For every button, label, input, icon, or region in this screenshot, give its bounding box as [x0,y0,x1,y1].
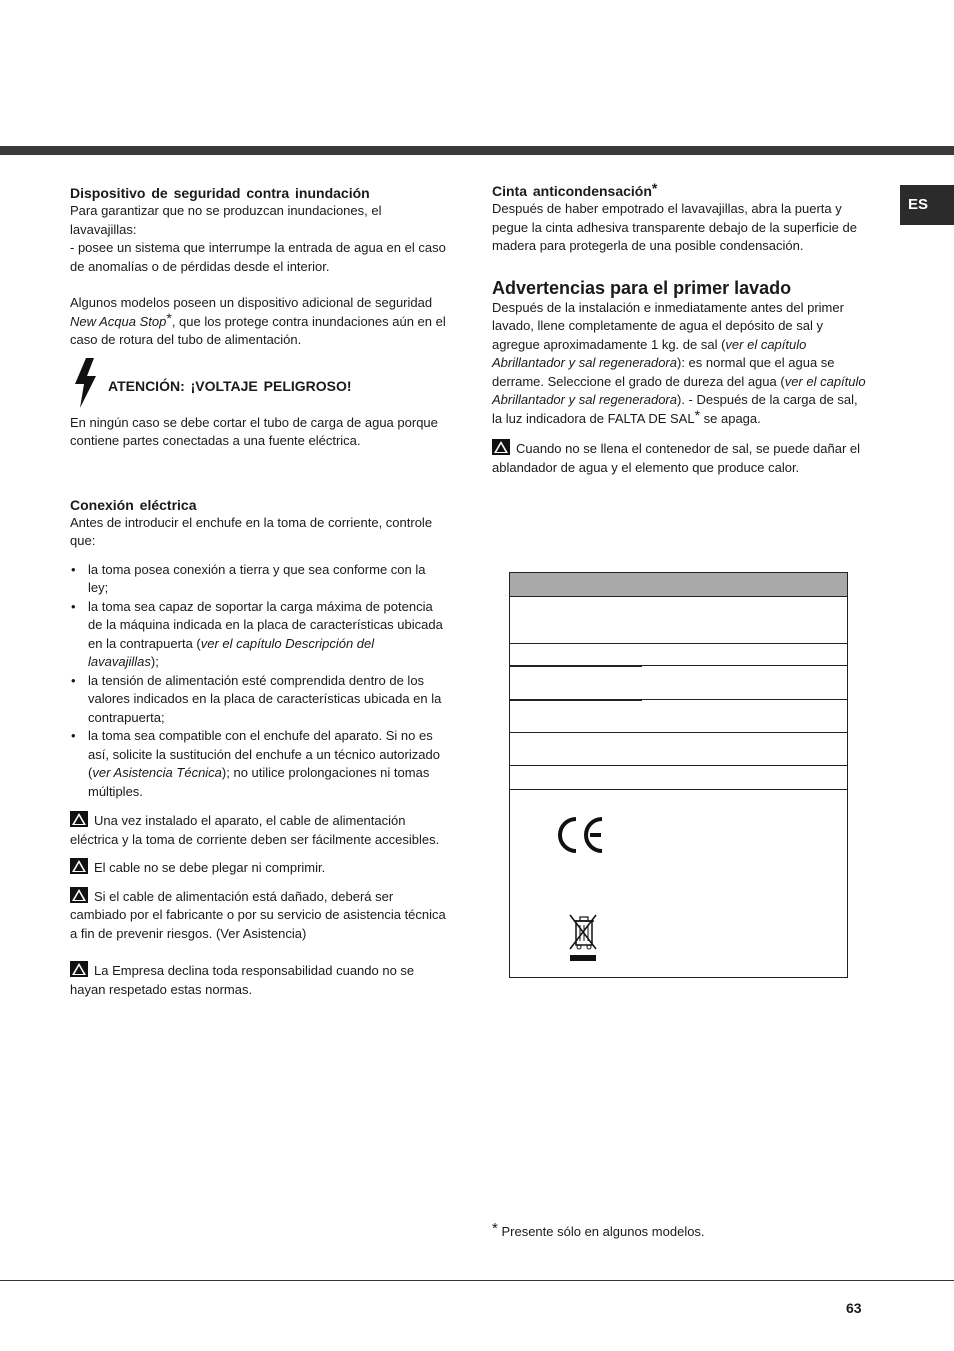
asterisk-mark: * [492,1220,498,1237]
footer-rule [0,1280,954,1281]
technical-data-table [509,572,848,978]
asterisk-mark: * [166,309,172,326]
asterisk-mark: * [694,406,701,423]
electrical-connection-heading: Conexión eléctrica [70,496,197,513]
electrical-connection-intro: Antes de introducir el enchufe en la toma de corriente, controle que: [70,514,433,548]
flood-safety-text-2: - posee un sistema que interrumpe la entrada de agua en el caso de anomalías o de pérdidas desde el interior. [70,240,446,274]
list-item: • la tensión de alimentación esté comprendida dentro de los valores indicados en la placa de características ubicada en la contrapuerta; [70,672,448,728]
table-divider [510,765,847,766]
language-tab: ES [900,185,954,225]
lightning-bolt-icon [72,358,98,408]
note-liability: La Empresa declina toda responsabilidad cuando no se hayan respetado estas normas. [70,963,415,997]
left-column [70,184,448,999]
new-acqua-stop: New Acqua Stop [70,313,167,329]
ce-mark-icon [554,815,604,855]
flood-safety-text-1: Para garantizar que no se produzcan inundaciones, el lavavajillas: [70,203,382,237]
table-divider [510,789,847,790]
warning-triangle-icon [70,858,88,874]
voltage-warning-title: ATENCIÓN: ¡VOLTAJE PELIGROSO! [108,377,352,394]
warning-triangle-icon [70,811,88,827]
voltage-warning [70,358,448,414]
page-number: 63 [846,1300,862,1316]
table-divider [510,700,642,701]
electrical-checklist [70,561,448,802]
flood-safety-text-3: Algunos modelos poseen un dispositivo adicional de seguridad New Acqua Stop*, que los protege contra inundaciones aún en el caso de rotura del tubo de alimentación. [70,295,446,347]
list-item: • la toma posea conexión a tierra y que sea conforme con la ley; [70,561,448,598]
footnote: * Presente sólo en algunos modelos. [492,1220,705,1239]
table-divider [510,666,642,667]
flood-safety-heading: Dispositivo de seguridad contra inundación [70,185,370,201]
list-item: • la toma sea compatible con el enchufe del aparato. Si no es así, solicite la sustitución del enchufe a un técnico autorizado (ver Asistencia Técnica); no utilice prolongaciones ni tomas múltiples. [70,727,448,801]
right-column [492,182,866,477]
crossed-bin-icon [566,913,600,963]
warning-triangle-icon [70,961,88,977]
note-accessible: Una vez instalado el aparato, el cable de alimentación eléctrica y la toma de corriente deben ser fácilmente accesibles. [70,813,440,847]
note-salt: Cuando no se llena el contenedor de sal, se puede dañar el ablandador de agua y el elemento que produce calor. [492,441,861,475]
table-divider [510,643,847,644]
anticondensation-text: Después de haber empotrado el lavavajillas, abra la puerta y pegue la cinta adhesiva transparente debajo de la superficie de madera para protegerla de una posible condensación. [492,201,857,253]
first-wash-text: Después de la instalación e inmediatamente antes del primer lavado, llene completamente de agua el depósito de sal y agregue aproximadamente 1 kg. de sal (ver el capítulo Abrillantador y sal regeneradora): es normal que el agua se derrame. Seleccione el grado de dureza del agua (ver el capítulo Abrillantador y sal regeneradora). - Después de la carga de sal, la luz indicadora de FALTA DE SAL* se apaga. [492,299,866,426]
list-item: • la toma sea capaz de soportar la carga máxima de potencia de la máquina indicada en la placa de características ubicada en la contrapuerta (ver el capítulo Descripción del lavavajillas); [70,598,448,672]
note-cable: El cable no se debe plegar ni comprimir. [70,858,448,878]
anticondensation-heading: Cinta anticondensación* [492,180,658,199]
warning-triangle-icon [70,887,88,903]
table-header [510,573,847,597]
note-damaged-cable: Si el cable de alimentación está dañado, deberá ser cambiado por el fabricante o por su servicio de asistencia técnica a fin de prevenir riesgos. (Ver Asistencia) [70,888,446,941]
first-wash-heading: Advertencias para el primer lavado [492,277,792,298]
warning-triangle-icon [492,439,510,455]
voltage-warning-text: En ningún caso se debe cortar el tubo de carga de agua porque contiene partes conectadas a una fuente eléctrica. [70,414,438,448]
asterisk-mark: * [651,180,658,196]
header-bar [0,146,954,155]
table-divider [510,732,847,733]
